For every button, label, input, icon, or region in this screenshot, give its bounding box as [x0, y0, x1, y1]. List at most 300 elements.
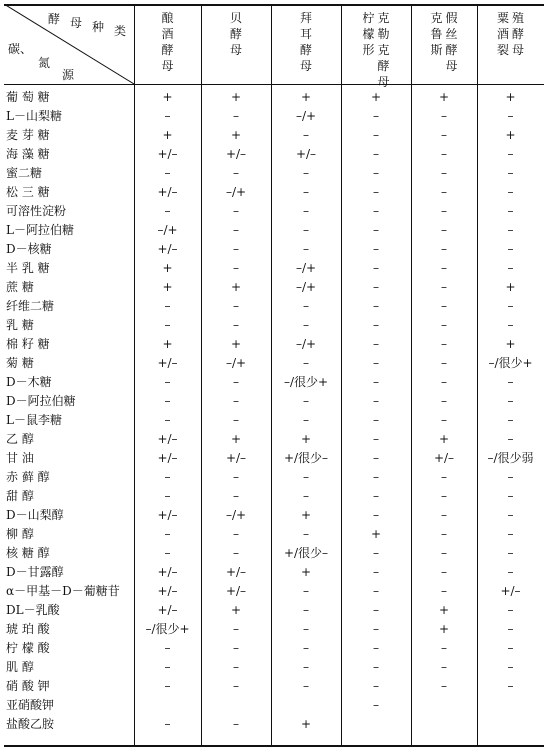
table-cell: –	[303, 622, 309, 636]
column-header-char: 母	[511, 43, 524, 57]
row-label: 半 乳 糖	[6, 261, 50, 275]
column-header-line	[445, 12, 458, 76]
column-header-char: 母	[229, 43, 242, 57]
table-cell: +	[230, 128, 242, 142]
table-cell: –	[233, 622, 239, 636]
table-cell: –	[233, 375, 239, 389]
table-row	[4, 316, 544, 335]
table-cell: –	[373, 622, 379, 636]
table-cell: –	[373, 242, 379, 256]
table-cell: –/+	[225, 356, 247, 370]
column-header-line	[497, 12, 510, 60]
row-label: 盐酸乙胺	[6, 717, 55, 731]
table-cell: –	[233, 641, 239, 655]
column-header-char: 酵	[377, 59, 390, 73]
table-cell: –	[441, 299, 447, 313]
table-cell: +	[438, 603, 450, 617]
table-cell: –	[441, 527, 447, 541]
table-cell: –	[441, 185, 447, 199]
row-label: D－核糖	[6, 242, 52, 256]
table-cell: –/+	[225, 508, 247, 522]
table-row	[4, 297, 544, 316]
table-cell: –/很少弱	[487, 451, 534, 465]
table-cell: –	[373, 128, 379, 142]
table-cell: –	[507, 223, 514, 237]
column-header-char: 鲁	[430, 27, 443, 41]
column-header	[477, 12, 544, 60]
table-row	[4, 582, 544, 601]
table-cell: –	[303, 185, 309, 199]
table-cell: –	[507, 489, 514, 503]
table-cell: –	[441, 109, 447, 123]
table-cell: –	[164, 166, 171, 180]
table-cell: –	[303, 166, 309, 180]
table-cell: +/–	[500, 584, 521, 598]
table-cell: –	[164, 394, 171, 408]
table-cell: +	[230, 432, 242, 446]
table-row	[4, 449, 544, 468]
row-label: 可溶性淀粉	[6, 204, 67, 218]
table-cell: +	[505, 280, 516, 294]
table-cell: –	[507, 261, 514, 275]
row-label: D－阿拉伯糖	[6, 394, 76, 408]
table-row	[4, 715, 544, 734]
column-header	[134, 12, 201, 76]
table-cell: –	[507, 660, 514, 674]
table-cell: –	[303, 318, 309, 332]
table-cell: +/–	[157, 451, 178, 465]
table-cell: –	[507, 242, 514, 256]
table-cell: –	[233, 489, 239, 503]
table-cell: –	[441, 470, 447, 484]
table-cell: –	[303, 489, 309, 503]
table-cell: +/–	[157, 603, 178, 617]
table-cell: –	[373, 394, 379, 408]
table-cell: –	[164, 413, 171, 427]
table-cell: –	[441, 128, 447, 142]
row-label: 琥 珀 酸	[6, 622, 50, 636]
column-header-char: 粟	[496, 11, 509, 25]
table-cell: –	[373, 318, 379, 332]
table-cell: +/–	[433, 451, 455, 465]
column-header-char: 酵	[299, 43, 312, 57]
table-cell: –	[164, 318, 171, 332]
table-cell: –	[233, 717, 239, 731]
row-label: L－山梨糖	[6, 109, 62, 123]
table-cell: –	[373, 299, 379, 313]
row-label: 菊 糖	[6, 356, 34, 370]
table-cell: –	[303, 413, 309, 427]
table-cell: +	[300, 565, 312, 579]
table-row	[4, 639, 544, 658]
table-cell: –/很少+	[145, 622, 190, 636]
table-cell: –	[303, 641, 309, 655]
row-label: 赤 藓 醇	[6, 470, 50, 484]
table-cell: +	[230, 90, 242, 104]
row-label: D－木糖	[6, 375, 52, 389]
table-cell: +	[438, 90, 450, 104]
table-cell	[411, 696, 477, 715]
table-cell: –	[233, 299, 239, 313]
table-cell: –	[164, 641, 171, 655]
table-cell: –	[507, 432, 514, 446]
table-row	[4, 677, 544, 696]
table-cell: +/–	[157, 185, 178, 199]
table-cell: +/很少–	[283, 546, 329, 560]
table-cell: –	[373, 679, 379, 693]
table-cell: +	[300, 432, 312, 446]
table-cell: –	[233, 204, 239, 218]
table-cell	[201, 696, 271, 715]
table-cell: +	[438, 432, 450, 446]
table-cell: –	[373, 280, 379, 294]
table-cell: +	[162, 337, 173, 351]
table-row	[4, 392, 544, 411]
table-cell: –	[373, 375, 379, 389]
table-cell: –	[441, 394, 447, 408]
row-label: 乙 醇	[6, 432, 34, 446]
table-cell: –	[164, 375, 171, 389]
table-cell: +	[300, 508, 312, 522]
column-header-char: 贝	[229, 11, 242, 25]
table-cell: –	[303, 242, 309, 256]
table-row	[4, 525, 544, 544]
table-cell: –	[233, 546, 239, 560]
row-label: L－鼠李糖	[6, 413, 62, 427]
table-cell: –	[164, 717, 171, 731]
table-cell: –	[303, 470, 309, 484]
row-label: 硝 酸 钾	[6, 679, 50, 693]
table-row	[4, 240, 544, 259]
column-header-char: 克	[377, 11, 390, 25]
column-header	[271, 12, 341, 76]
table-cell: –	[507, 394, 514, 408]
table-cell: –	[303, 356, 309, 370]
table-cell: –	[373, 413, 379, 427]
table-cell: –	[507, 109, 514, 123]
table-cell: –	[164, 204, 171, 218]
table-cell: +	[230, 337, 242, 351]
table-row	[4, 620, 544, 639]
table-cell: –	[507, 622, 514, 636]
table-cell: –	[373, 451, 379, 465]
table-cell: –	[507, 603, 514, 617]
table-cell: +	[505, 337, 516, 351]
table-row	[4, 278, 544, 297]
table-cell: +/–	[225, 565, 247, 579]
table-cell: –	[233, 166, 239, 180]
table-cell: –	[507, 375, 514, 389]
table-cell: –	[303, 660, 309, 674]
table-cell: –	[373, 337, 379, 351]
table-cell: –	[303, 679, 309, 693]
column-header-char: 柠	[362, 11, 375, 25]
row-label: 纤维二糖	[6, 299, 55, 313]
table-cell: +	[162, 261, 173, 275]
column-header-char: 拜	[299, 11, 312, 25]
table-cell: –	[233, 679, 239, 693]
row-label: 蜜二糖	[6, 166, 43, 180]
table-row	[4, 164, 544, 183]
table-row	[4, 259, 544, 278]
row-label: 蔗 糖	[6, 280, 34, 294]
table-row	[4, 202, 544, 221]
table-cell: +	[370, 90, 382, 104]
column-header	[411, 12, 477, 76]
table-cell: –	[164, 679, 171, 693]
table-row	[4, 487, 544, 506]
table-cell: +/–	[157, 242, 178, 256]
table-cell: –	[507, 565, 514, 579]
column-header-char: 母	[377, 75, 390, 89]
table-cell: –	[373, 470, 379, 484]
table-row	[4, 696, 544, 715]
table-cell: +/很少–	[283, 451, 329, 465]
table-cell: –	[507, 508, 514, 522]
table-cell: –	[441, 318, 447, 332]
table-cell: –	[303, 299, 309, 313]
table-cell: –	[164, 299, 171, 313]
column-header	[201, 12, 271, 60]
table-cell: +	[300, 90, 312, 104]
table-cell	[477, 715, 544, 734]
column-header-char: 斯	[430, 43, 443, 57]
table-cell: +/–	[295, 147, 317, 161]
column-header-char: 檬	[362, 27, 375, 41]
table-cell: –	[373, 204, 379, 218]
yeast-assimilation-table: 酵 母 种 类 碳、 氮 源 酿 酒 酵 母 贝 酵 母 拜 耳 酵 母 柠 檬 形 克 勒 克 酵 母 克 鲁 斯 假 丝 酵 母 粟 酒 裂 殖 酵 母 葡 萄 糖 + + + + + + L－山梨糖 – – –/+ – – – 麦 芽 糖 + + – – – + 海 藻 糖 +/– +/– +/– – – – 蜜二糖 – – – – – – 松 三 糖 +/– –/+ – – – – 可溶性淀粉 – – – – – – L－阿拉伯糖 –/+ – – – – – D－核糖 +/– – – – – – 半 乳 糖 + – –/+ – – – 蔗 糖 + + –/+ – – + 纤维二糖 – – – – – – 乳 糖 – – – – – – 棉 籽 糖 + + –/+ – – + 菊 糖 +/– –/+ – – – –/很少+ D－木糖 – – –/很少+ – – – D－阿拉伯糖 – – – – – – L－鼠李糖 – – – – – – 乙 醇 +/– + + – + – 甘 油 +/– +/– +/很少– – +/– –/很少弱 赤 藓 醇 – – – – – – 甜 醇 – – – – – – D－山梨醇 +/– –/+ + – – – 柳 醇 – – – + – – 核 糖 醇 – – +/很少– – – – D－甘露醇 +/– +/– + – – – α－甲基－D－葡糖苷 +/– +/– – – – +/– DL－乳酸 +/– + – – + – 琥 珀 酸 –/很少+ – – – + – 柠 檬 酸 – – – – – – 肌 醇 – – – – – – 硝 酸 钾 – – – – – – 亚硝酸钾 – 盐酸乙胺 – – +	[4, 4, 544, 747]
table-cell: –	[373, 261, 379, 275]
column-header-char: 裂	[496, 43, 509, 57]
table-cell: –	[441, 356, 447, 370]
table-row	[4, 601, 544, 620]
table-cell: +/–	[157, 356, 178, 370]
table-cell: –	[164, 109, 171, 123]
table-cell: –	[373, 432, 379, 446]
table-cell: –	[164, 546, 171, 560]
row-label: L－阿拉伯糖	[6, 223, 74, 237]
table-cell: –	[233, 413, 239, 427]
table-cell: +	[505, 90, 516, 104]
table-cell: –	[233, 109, 239, 123]
table-row	[4, 411, 544, 430]
table-cell: –	[373, 223, 379, 237]
table-cell: +	[505, 128, 516, 142]
table-cell: +/–	[225, 451, 247, 465]
column-header-line	[230, 12, 243, 60]
row-label: 核 糖 醇	[6, 546, 50, 560]
column-header-char: 殖	[511, 11, 524, 25]
table-cell: –	[441, 489, 447, 503]
row-label: 葡 萄 糖	[6, 90, 50, 104]
table-cell: +	[300, 717, 312, 731]
table-cell: –	[441, 546, 447, 560]
row-label: 乳 糖	[6, 318, 34, 332]
table-row	[4, 335, 544, 354]
column-header-char: 克	[377, 43, 390, 57]
row-label: 海 藻 糖	[6, 147, 50, 161]
row-label: α－甲基－D－葡糖苷	[6, 584, 120, 598]
table-cell: –/+	[225, 185, 247, 199]
table-cell: –	[373, 641, 379, 655]
table-row	[4, 88, 544, 107]
column-header-char: 克	[430, 11, 443, 25]
table-cell: –	[441, 508, 447, 522]
table-cell: +/–	[157, 432, 178, 446]
table-cell: +	[162, 280, 173, 294]
row-label: 麦 芽 糖	[6, 128, 50, 142]
row-label: 甘 油	[6, 451, 34, 465]
table-cell: –	[441, 223, 447, 237]
table-row	[4, 544, 544, 563]
table-cell: –	[441, 337, 447, 351]
table-cell: –	[233, 318, 239, 332]
table-row	[4, 373, 544, 392]
table-cell: –	[373, 603, 379, 617]
table-cell: –	[507, 413, 514, 427]
table-cell: –	[373, 508, 379, 522]
table-cell: –	[441, 204, 447, 218]
table-cell: –	[507, 185, 514, 199]
table-cell: +	[230, 603, 242, 617]
table-cell: –	[303, 394, 309, 408]
table-cell: +	[230, 280, 242, 294]
column-header-char: 母	[161, 59, 174, 73]
table-cell: –	[373, 166, 379, 180]
table-cell: –	[441, 280, 447, 294]
row-label: 肌 醇	[6, 660, 34, 674]
table-cell: +	[162, 90, 173, 104]
table-cell: –	[507, 147, 514, 161]
table-cell: –/很少+	[488, 356, 533, 370]
column-header-char: 丝	[445, 27, 458, 41]
column-header-char: 耳	[299, 27, 312, 41]
table-cell: +/–	[225, 147, 247, 161]
table-cell: –	[373, 489, 379, 503]
table-cell: –	[507, 470, 514, 484]
table-cell: +	[162, 128, 173, 142]
column-header-char: 假	[445, 11, 458, 25]
table-cell: –	[373, 356, 379, 370]
table-cell: –	[507, 166, 514, 180]
table-cell	[271, 696, 341, 715]
column-header-line	[430, 12, 443, 60]
table-cell	[134, 696, 201, 715]
table-cell: –/+	[295, 337, 317, 351]
row-label: 柠 檬 酸	[6, 641, 50, 655]
table-cell: –	[507, 546, 514, 560]
row-label: D－甘露醇	[6, 565, 64, 579]
table-cell: –	[441, 641, 447, 655]
table-cell: –	[303, 204, 309, 218]
table-row	[4, 183, 544, 202]
table-cell: –	[233, 470, 239, 484]
table-cell: –	[441, 242, 447, 256]
table-cell: –/+	[295, 261, 317, 275]
row-label: 松 三 糖	[6, 185, 50, 199]
table-cell: –	[233, 660, 239, 674]
row-label: 甜 醇	[6, 489, 34, 503]
column-header-char: 酒	[496, 27, 509, 41]
table-cell: +	[438, 622, 450, 636]
table-row	[4, 563, 544, 582]
column-header-char: 酵	[161, 43, 174, 57]
table-cell: –	[164, 489, 171, 503]
table-row	[4, 468, 544, 487]
column-header-char: 勒	[377, 27, 390, 41]
column-header-char: 酵	[229, 27, 242, 41]
table-cell: –	[303, 584, 309, 598]
table-cell	[411, 715, 477, 734]
table-cell	[477, 696, 544, 715]
table-row	[4, 658, 544, 677]
table-cell: –/很少+	[283, 375, 329, 389]
table-cell: –	[373, 565, 379, 579]
table-cell: –	[507, 679, 514, 693]
table-cell: –	[233, 394, 239, 408]
table-cell: –	[164, 660, 171, 674]
table-cell: –	[507, 318, 514, 332]
table-cell: –	[373, 109, 379, 123]
table-cell: +/–	[157, 508, 178, 522]
table-cell: –	[303, 603, 309, 617]
table-row	[4, 506, 544, 525]
table-cell: –	[441, 565, 447, 579]
column-header-char: 母	[299, 59, 312, 73]
table-cell: –	[373, 584, 379, 598]
column-header-char: 形	[362, 43, 375, 57]
row-label: 棉 籽 糖	[6, 337, 50, 351]
table-cell: –	[373, 660, 379, 674]
table-cell: –	[164, 470, 171, 484]
table-cell: –/+	[295, 280, 317, 294]
table-bottom-rule	[4, 745, 544, 747]
column-header-line	[362, 12, 375, 60]
table-cell: –	[441, 584, 447, 598]
row-label: 柳 醇	[6, 527, 34, 541]
table-cell: –	[441, 413, 447, 427]
table-cell: –	[303, 527, 309, 541]
table-cell: –	[303, 128, 309, 142]
table-cell: –	[233, 223, 239, 237]
table-cell: –	[507, 527, 514, 541]
table-cell: +	[370, 527, 382, 541]
table-cell: +/–	[157, 565, 178, 579]
table-cell: –	[441, 147, 447, 161]
column-header-line	[512, 12, 525, 60]
table-cell: –	[233, 527, 239, 541]
column-header-char: 酒	[161, 27, 174, 41]
column-header-line	[377, 12, 390, 92]
table-cell: –	[441, 375, 447, 389]
column-header	[341, 12, 411, 92]
table-cell: –	[373, 698, 379, 712]
table-cell: –	[233, 261, 239, 275]
table-cell: –	[507, 204, 514, 218]
table-cell: –/+	[157, 223, 178, 237]
row-label: 亚硝酸钾	[6, 698, 55, 712]
table-cell: –	[507, 299, 514, 313]
column-header-line	[300, 12, 313, 76]
table-cell: +/–	[157, 147, 178, 161]
table-row	[4, 430, 544, 449]
row-label: DL－乳酸	[6, 603, 60, 617]
table-cell: –	[164, 527, 171, 541]
column-header-char: 酵	[511, 27, 524, 41]
table-cell: –	[441, 166, 447, 180]
table-cell: –/+	[295, 109, 317, 123]
table-cell	[341, 715, 411, 734]
